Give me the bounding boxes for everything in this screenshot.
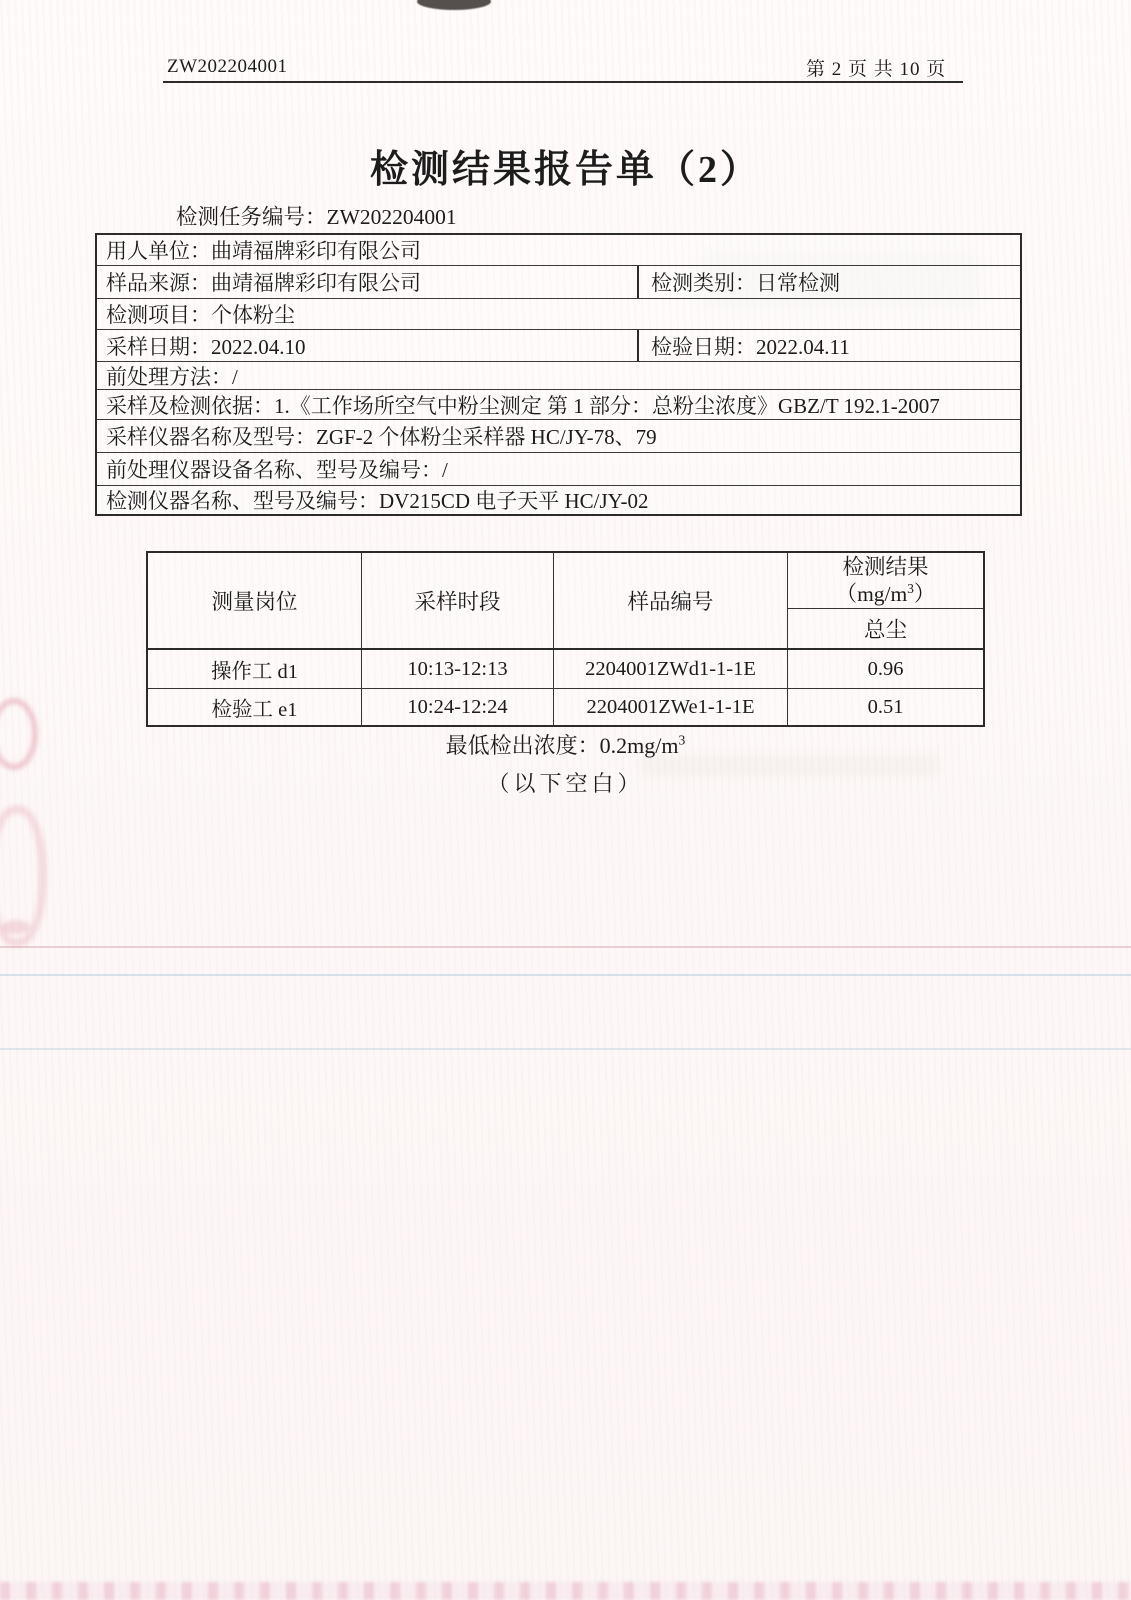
info-row-test-instrument — [97, 485, 1020, 514]
info-row-label: 前处理方法：/ — [106, 364, 238, 389]
col-subheader-total-dust: 总尘 — [863, 618, 907, 642]
info-row-test-item — [97, 298, 1020, 329]
info-row-sample-source — [97, 265, 1020, 298]
cell-result: 0.96 — [867, 657, 904, 680]
info-row-label: 样品来源：曲靖福牌彩印有限公司 — [106, 271, 421, 295]
info-row-label: 检测仪器名称、型号及编号：DV215CD 电子天平 HC/JY-02 — [106, 489, 649, 513]
info-cell-inspection-date: 检验日期：2022.04.11 — [637, 330, 1020, 361]
info-row-label: 采样日期：2022.04.10 — [106, 334, 306, 359]
col-header-result-title — [788, 553, 983, 609]
blank-below-note: （以下空白） — [487, 771, 644, 796]
cell-period: 10:24-12:24 — [362, 689, 554, 725]
info-cell-test-category: 检测类别：日常检测 — [637, 266, 1020, 298]
col-header-sample-no: 样品编号 — [554, 553, 788, 648]
results-table-header-row — [148, 553, 983, 650]
report-info-table — [95, 233, 1022, 516]
table-row — [148, 689, 983, 725]
results-table — [146, 551, 985, 727]
cell-position: 检验工 e1 — [148, 689, 362, 725]
scan-line-artifact — [0, 974, 1131, 976]
detection-limit-note: 最低检出浓度：$0.2mg/m^3$ — [445, 732, 686, 758]
info-row-sampling-date — [97, 329, 1020, 361]
info-row-employer — [97, 235, 1020, 265]
cell-position: 操作工 d1 — [148, 650, 362, 688]
info-row-label: 前处理仪器设备名称、型号及编号：/ — [106, 458, 448, 482]
info-row-label: 用人单位：曲靖福牌彩印有限公司 — [106, 239, 421, 263]
cell-result: 0.51 — [867, 695, 904, 718]
stamp-bleed-artifact — [2, 920, 30, 934]
info-row-label: 检测项目：个体粉尘 — [106, 303, 295, 327]
info-row-label: 采样仪器名称及型号：ZGF-2 个体粉尘采样器 HC/JY-78、79 — [106, 425, 657, 449]
scan-line-artifact — [0, 1048, 1131, 1050]
cell-sample-no: 2204001ZWd1-1-1E — [554, 650, 788, 688]
info-row-pretreatment-instrument — [97, 452, 1020, 485]
task-number-line: 检测任务编号：ZW202204001 — [176, 205, 457, 229]
scan-hole-artifact — [417, 0, 491, 10]
header-document-number: ZW202204001 — [167, 56, 288, 77]
col-header-result — [788, 553, 983, 648]
col-header-position: 测量岗位 — [148, 553, 362, 648]
info-row-sampling-instrument — [97, 419, 1020, 452]
info-row-test-basis — [97, 389, 1020, 419]
scan-line-artifact — [0, 946, 1131, 948]
info-row-pretreatment-method — [97, 361, 1020, 389]
cell-period: 10:13-12:13 — [362, 650, 554, 688]
info-row-label: 采样及检测依据：1.《工作场所空气中粉尘测定 第 1 部分：总粉尘浓度》GBZ/T 192.1-2007 — [106, 393, 940, 418]
table-row — [148, 650, 983, 689]
result-header-text: 检测结果 — [842, 554, 929, 579]
header-page-indicator: 第 2 页 共 10 页 — [806, 59, 947, 80]
scan-edge-band-artifact — [0, 1582, 1131, 1600]
cell-sample-no: 2204001ZWe1-1-1E — [554, 689, 788, 725]
report-title: 检测结果报告单（2） — [369, 149, 761, 191]
result-header-unit: $(mg/m^3)$ — [835, 580, 936, 606]
header-rule-line — [163, 81, 963, 83]
stamp-bleed-artifact — [0, 698, 38, 770]
col-header-period: 采样时段 — [362, 553, 554, 648]
